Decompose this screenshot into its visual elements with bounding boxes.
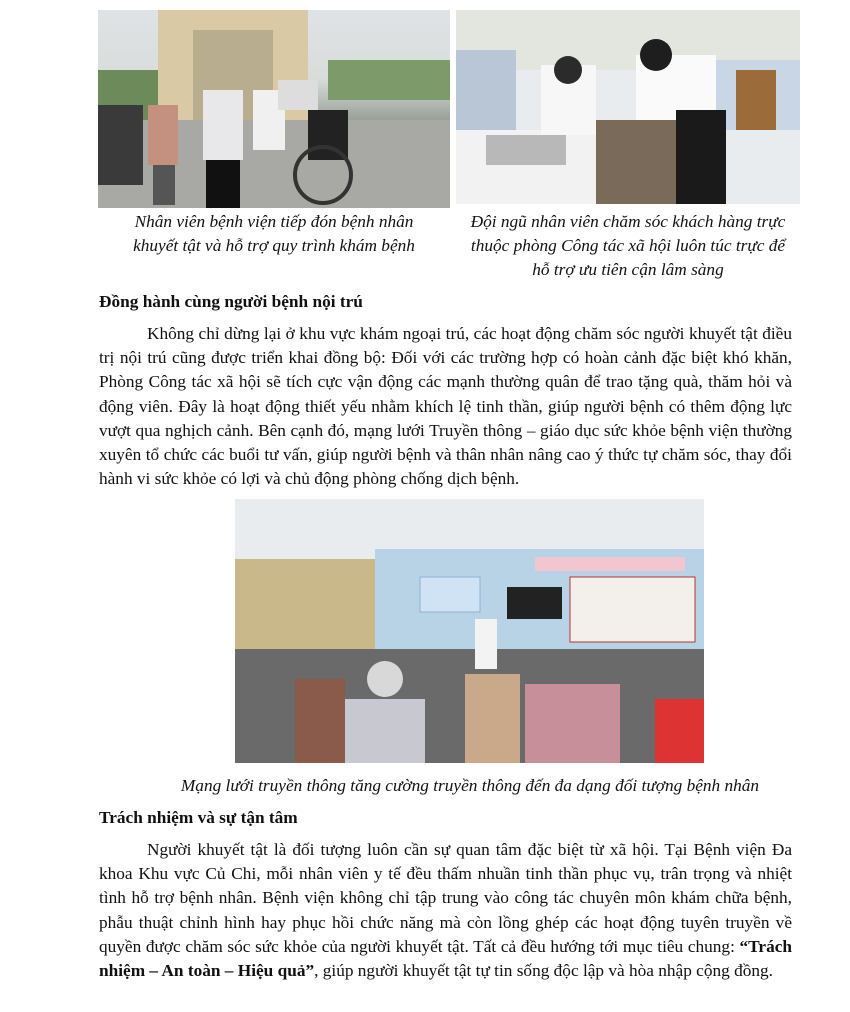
photo-illustration (235, 499, 704, 763)
photo-3-caption (100, 774, 840, 798)
section-paragraph-responsibility (99, 838, 792, 983)
caption-line: hỗ trợ ưu tiên cận lâm sàng (532, 260, 724, 279)
paragraph-text: , giúp người khuyết tật tự tin sống độc lập và hòa nhập cộng đồng. (314, 961, 773, 981)
caption-line: Nhân viên bệnh viện tiếp đón bệnh nhân (134, 212, 414, 231)
caption-line: Mạng lưới truyền thông tăng cường truyền thông đến đa dạng đối tượng bệnh nhân (180, 776, 760, 795)
photo-health-education (235, 499, 704, 763)
caption-line: Đội ngũ nhân viên chăm sóc khách hàng trực (470, 212, 786, 231)
photo-illustration (98, 10, 450, 208)
photo-care-desk (456, 10, 800, 204)
section-paragraph-inpatient: Không chỉ dừng lại ở khu vực khám ngoại trú, các hoạt động chăm sóc người khuyết tật điều trị nội trú cũng được triển khai đồng bộ: Đối với các trường hợp có hoàn cảnh đặc biệt khó khăn, Phòng Công tác xã hội sẽ tích cực vận động các mạnh thường quân để trao tặng quà, thăm hỏi và động viên. Đây là hoạt động thiết yếu nhằm khích lệ tinh thần, giúp người bệnh có thêm động lực vượt qua nghịch cảnh. Bên cạnh đó, mạng lưới Truyền thông – giáo dục sức khỏe bệnh viện thường xuyên tổ chức các buổi tư vấn, giúp người bệnh và thân nhân nâng cao ý thức tự chăm sóc, thay đổi hành vi sức khỏe có lợi và chủ động phòng chống dịch bệnh. (99, 324, 792, 489)
photo-reception-wheelchair (98, 10, 450, 208)
paragraph-text: Người khuyết tật là đối tượng luôn cần sự quan tâm đặc biệt từ xã hội. Tại Bệnh viện Đa khoa Khu vực Củ Chi, mỗi nhân viên y tế đều thấm nhuần tinh thần phục vụ, trân trọng và nhiệt tình hỗ trợ bệnh nhân. Bệnh viện không chỉ tập trung vào công tác chuyên môn khám chữa bệnh, phẫu thuật chỉnh hình hay phục hồi chức năng mà còn lồng ghép các hoạt động tuyên truyền về quyền được chăm sóc sức khỏe của người khuyết tật. Tất cả đều hướng tới mục tiêu chung: (99, 840, 792, 956)
photo-1-caption (98, 210, 450, 258)
caption-line: thuộc phòng Công tác xã hội luôn túc trực để (470, 236, 786, 255)
section-heading-inpatient: Đồng hành cùng người bệnh nội trú (99, 292, 363, 311)
motto-bold: “Trách nhiệm – An toàn – Hiệu quả” (99, 936, 792, 981)
photo-illustration (456, 10, 800, 204)
caption-line: khuyết tật và hỗ trợ quy trình khám bệnh (133, 236, 415, 255)
photo-2-caption (452, 210, 804, 282)
section-heading-responsibility: Trách nhiệm và sự tận tâm (99, 808, 298, 827)
